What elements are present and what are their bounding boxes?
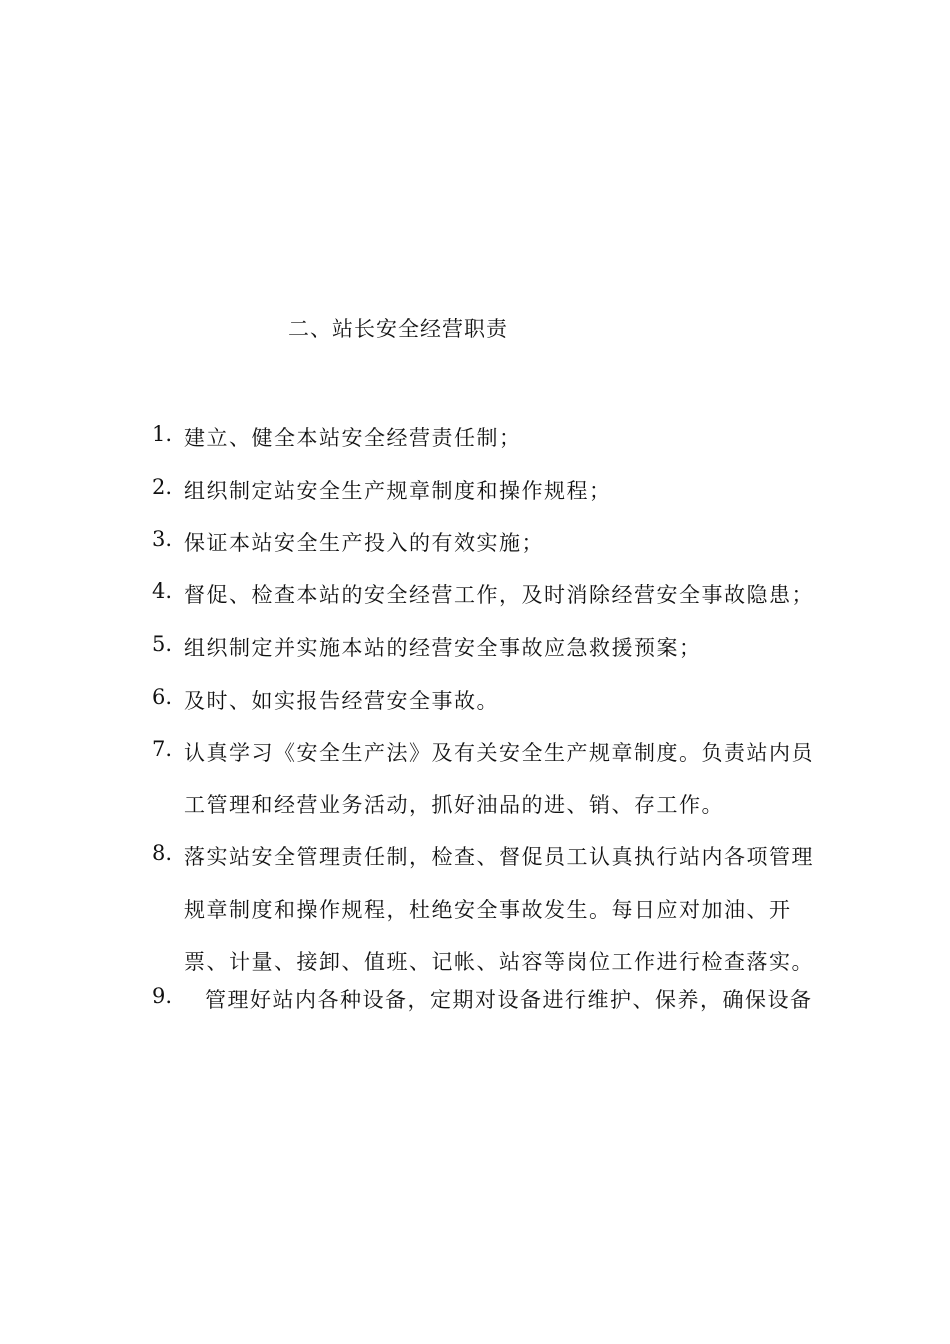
item-1-number: 1. [152,422,173,446]
item-5-text: 组织制定并实施本站的经营安全事故应急救援预案； [184,636,702,660]
item-2-number: 2. [152,475,173,499]
section-heading: 二、站长安全经营职责 [288,317,508,341]
item-8-text-line-1: 落实站安全管理责任制，检查、督促员工认真执行站内各项管理 [184,845,814,869]
item-1-text: 建立、健全本站安全经营责任制； [184,426,522,450]
item-2-text: 组织制定站安全生产规章制度和操作规程； [184,479,612,503]
item-4-text: 督促、检查本站的安全经营工作，及时消除经营安全事故隐患； [184,583,814,607]
item-7-number: 7. [152,737,173,761]
item-8-number: 8. [152,841,173,865]
item-8-text-line-3: 票、计量、接卸、值班、记帐、站容等岗位工作进行检查落实。 [184,950,814,974]
item-6-text: 及时、如实报告经营安全事故。 [184,689,499,713]
item-9-number: 9. [152,984,173,1008]
item-7-text-line-1: 认真学习《安全生产法》及有关安全生产规章制度。负责站内员 [184,741,814,765]
item-7-text-line-2: 工管理和经营业务活动，抓好油品的进、销、存工作。 [184,793,724,817]
item-3-number: 3. [152,527,173,551]
item-3-text: 保证本站安全生产投入的有效实施； [184,531,544,555]
item-9-text: 管理好站内各种设备，定期对设备进行维护、保养，确保设备 [205,988,813,1012]
item-4-number: 4. [152,579,173,603]
item-6-number: 6. [152,685,173,709]
item-5-number: 5. [152,632,173,656]
item-8-text-line-2: 规章制度和操作规程，杜绝安全事故发生。每日应对加油、开 [184,898,792,922]
